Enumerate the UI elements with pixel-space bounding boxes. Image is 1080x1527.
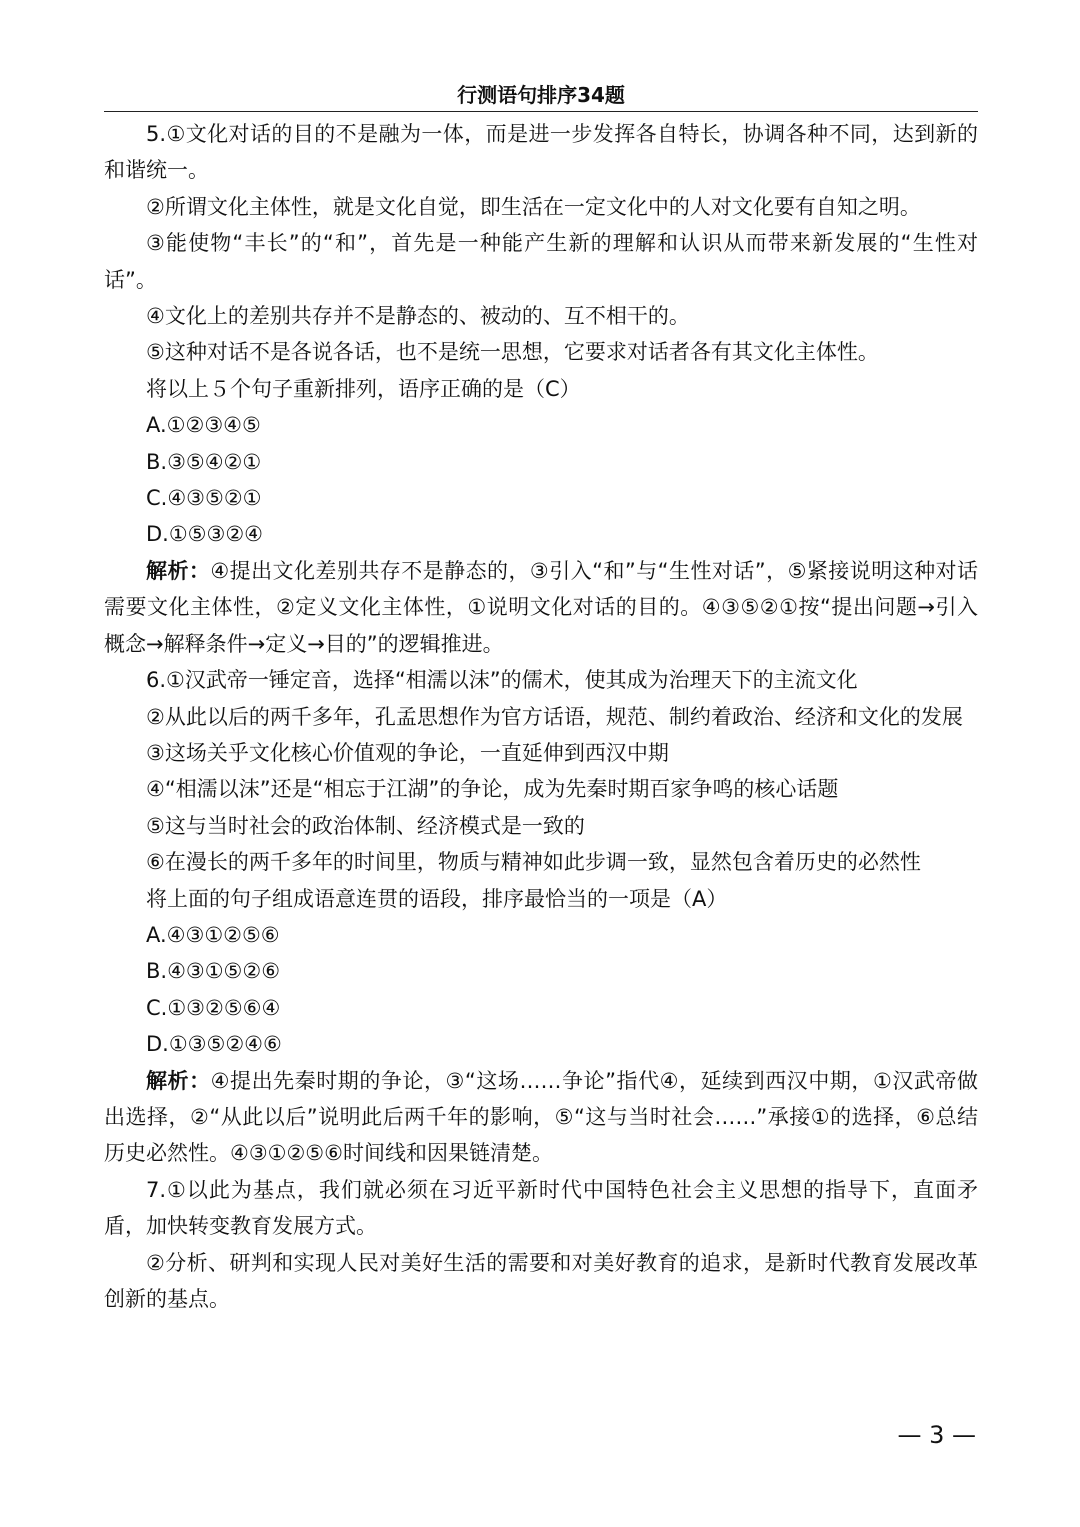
q6-option-d: D.①③⑤②④⑥	[146, 1032, 282, 1057]
page-number: — 3 —	[897, 1421, 976, 1449]
q6-sentence-1: 6.①汉武帝一锤定音，选择“相濡以沫”的儒术，使其成为治理天下的主流文化	[146, 668, 858, 693]
header-divider	[104, 111, 978, 112]
q6-option-b: B.④③①⑤②⑥	[146, 959, 281, 984]
q5-option-b: B.③⑤④②①	[146, 449, 262, 474]
q6-analysis-label: 解析：	[146, 1068, 211, 1093]
q7-sentence-2: ②分析、研判和实现人民对美好生活的需要和对美好教育的追求，是新时代教育发展改革创新的基点。	[104, 1250, 978, 1311]
q6-analysis	[104, 1063, 978, 1172]
q6-sentence-4: ④“相濡以沫”还是“相忘于江湖”的争论，成为先秦时期百家争鸣的核心话题	[146, 777, 839, 802]
q5-sentence-1: 5.①文化对话的目的不是融为一体，而是进一步发挥各自特长，协调各种不同，达到新的和谐统一。	[104, 122, 978, 183]
q6-sentence-3: ③这场关乎文化核心价值观的争论，一直延伸到西汉中期	[146, 740, 669, 765]
q5-sentence-2: ②所谓文化主体性，就是文化自觉，即生活在一定文化中的人对文化要有自知之明。	[146, 194, 921, 219]
q5-question: 将以上５个句子重新排列，语序正确的是（C）	[146, 376, 581, 401]
q6-analysis-text: ④提出先秦时期的争论，③“这场……争论”指代④，延续到西汉中期，①汉武帝做出选择，②“从此以后”说明此后两千年的影响，⑤“这与当时社会……”承接①的选择，⑥总结历史必然性。④③①②⑤⑥时间线和因果链清楚。	[104, 1068, 979, 1166]
q5-option-c: C.④③⑤②①	[146, 486, 262, 511]
q6-sentence-6: ⑥在漫长的两千多年的时间里，物质与精神如此步调一致，显然包含着历史的必然性	[146, 850, 921, 875]
q5-sentence-3: ③能使物“丰长”的“和”，首先是一种能产生新的理解和认识从而带来新发展的“生性对话”。	[104, 231, 978, 292]
q5-option-d: D.①⑤③②④	[146, 522, 263, 547]
q6-option-a: A.④③①②⑤⑥	[146, 922, 280, 947]
q7-sentence-1: 7.①以此为基点，我们就必须在习近平新时代中国特色社会主义思想的指导下，直面矛盾，加快转变教育发展方式。	[104, 1177, 978, 1239]
q6-option-c: C.①③②⑤⑥④	[146, 995, 281, 1020]
q6-sentence-5: ⑤这与当时社会的政治体制、经济模式是一致的	[146, 813, 585, 838]
q5-option-a: A.①②③④⑤	[146, 413, 261, 438]
q5-sentence-4: ④文化上的差别共存并不是静态的、被动的、互不相干的。	[146, 304, 690, 329]
page-header-title: 行测语句排序34题	[457, 83, 625, 107]
q5-analysis-text: ④提出文化差别共存不是静态的，③引入“和”与“生性对话”，⑤紧接说明这种对话需要文化主体性，②定义文化主体性，①说明文化对话的目的。④③⑤②①按“提出问题→引入概念→解释条件→定义→目的”的逻辑推进。	[104, 558, 979, 656]
q5-analysis-label: 解析：	[146, 558, 211, 583]
q6-question: 将上面的句子组成语意连贯的语段，排序最恰当的一项是（A）	[146, 886, 728, 911]
document-body	[104, 116, 978, 1317]
q5-sentence-5: ⑤这种对话不是各说各话，也不是统一思想，它要求对话者各有其文化主体性。	[146, 340, 879, 365]
q5-analysis	[104, 553, 978, 662]
q6-sentence-2: ②从此以后的两千多年，孔孟思想作为官方话语，规范、制约着政治、经济和文化的发展	[146, 704, 963, 729]
